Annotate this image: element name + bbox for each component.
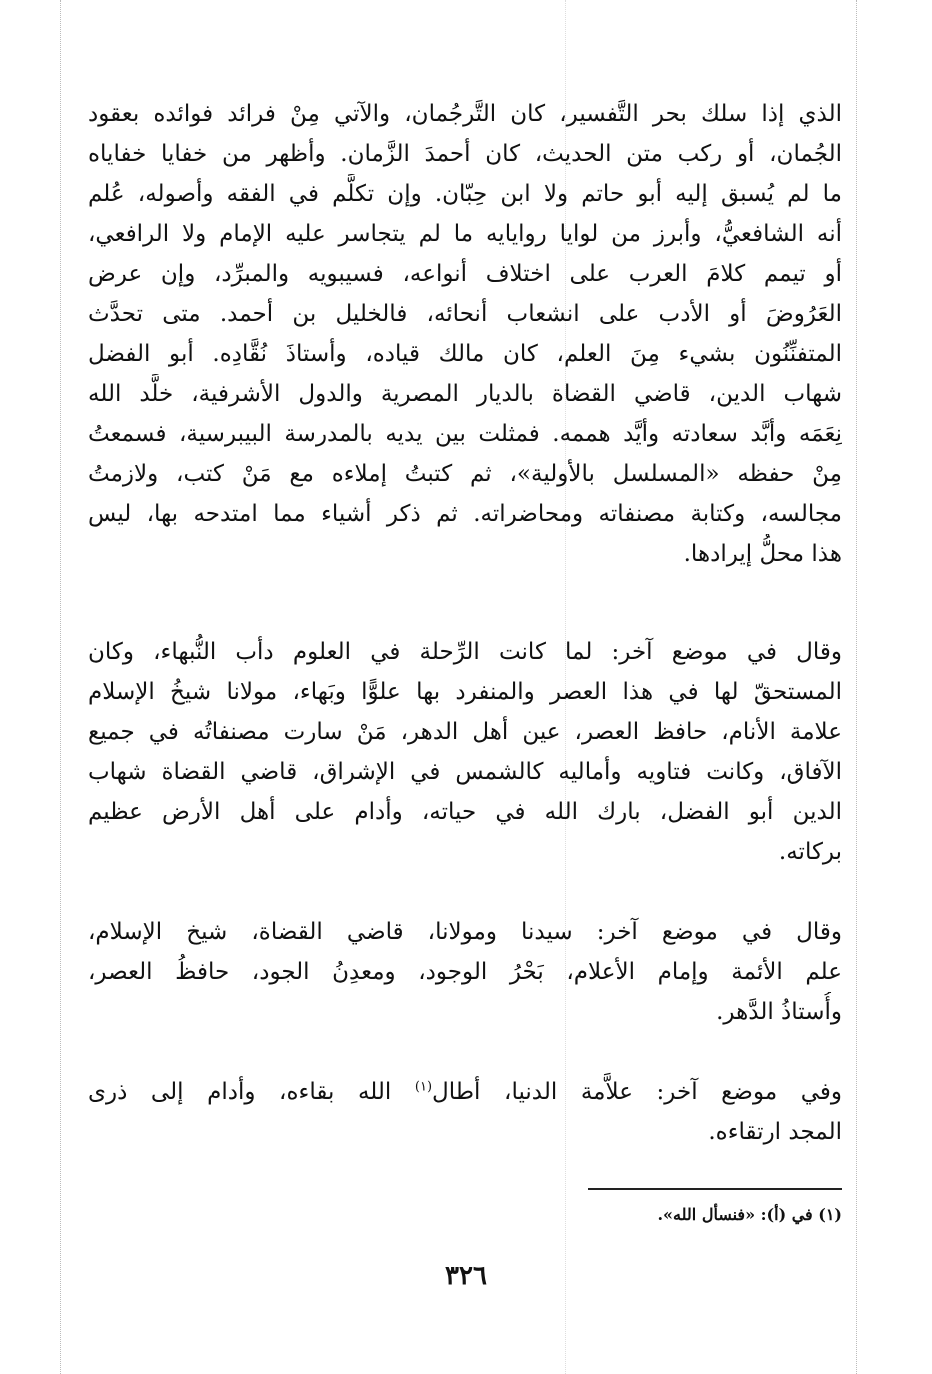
text-line: وقال في موضع آخر: سيدنا ومولانا، قاضي القضاة، شيخ الإسلام، [88,919,842,945]
text-segment: الله بقاءه، وأدام إلى ذرى [88,1079,415,1105]
text-line: أو تيمم كلامَ العرب على اختلاف أنواعه، فسيبويه والمبرِّد، وإن عرض [88,261,842,287]
text-line: وقال في موضع آخر: لما كانت الرِّحلة في العلوم دأب النُّبهاء، وكان [88,639,842,665]
text-line: الجُمان، أو ركب متن الحديث، كان أحمدَ الزَّمان. وأظهر من خفايا خفاياه [88,141,842,167]
paragraph-2 [88,632,842,872]
text-line [88,1072,842,1112]
footnote-marker[interactable]: (١) [414,1079,433,1095]
text-line: مِنْ حفظه «المسلسل بالأولية»، ثم كتبتُ إملاءه مع مَنْ كتب، ولازمتُ [88,461,842,487]
text-line: بركاته. [778,839,842,865]
footnote: (١) في (أ): «فنسأل الله». [657,1205,842,1224]
paragraph-3 [88,912,842,1032]
scan-margin-left [60,0,61,1374]
text-line: العَرُوضَ أو الأدب على انشعاب أنحائه، فالخليل بن أحمد. متى تحدَّث [88,301,842,327]
text-line: أنه الشافعيُّ، وأبرز من لوايا روايايه ما لم يتجاسر عليه الإمام ولا الرافعي، [88,221,842,247]
text-line: المستحقّ لها في هذا العصر والمنفرد بها علوًّا وبَهاء، مولانا شيخُ الإسلام [88,679,842,705]
text-line: المتفنِّنُون بشيء مِنَ العلم، كان مالك قياده، وأستاذَ نُقَّادِه. أبو الفضل [88,341,842,367]
paragraph-1 [88,94,842,574]
text-segment: وفي موضع آخر: علاَّمة الدنيا، أطال [432,1079,842,1105]
footnote-divider [588,1188,842,1190]
paragraph-4 [88,1072,842,1152]
text-line: المجد ارتقاءه. [708,1119,842,1145]
text-line: علامة الأنام، حافظ العصر، عين أهل الدهر، مَنْ سارت مصنفاتُه في جميع [88,719,842,745]
text-line: هذا محلُّ إيرادها. [683,541,842,567]
page-number: ٣٢٦ [445,1261,487,1291]
scan-margin-right [856,0,857,1374]
text-line: وأُستاذُ الدَّهر. [716,999,842,1025]
text-line: شهاب الدين، قاضي القضاة بالديار المصرية والدول الأشرفية، خلَّد الله [88,381,842,407]
text-line: علم الأئمة وإمام الأعلام، بَحْرُ الوجود، ومعدِنُ الجود، حافظُ العصر، [88,959,842,985]
text-line: الذي إذا سلك بحر التَّفسير، كان التَّرجُمان، والآتي مِنْ فرائد فوائده بعقود [88,101,842,127]
text-line: مجالسه، وكتابة مصنفاته ومحاضراته. ثم ذكر أشياء مما امتدحه بها، ليس [88,501,842,527]
text-line: الدين أبو الفضل، بارك الله في حياته، وأدام على أهل الأرض عظيم [88,799,842,825]
text-line: الآفاق، وكانت فتاويه وأماليه كالشمس في الإشراق، قاضي القضاة شهاب [88,759,842,785]
text-line: نِعَمَه وأبَّد سعادته وأيَّد هممه. فمثلت بين يديه بالمدرسة البيبرسية، فسمعتُ [88,421,842,447]
text-line: ما لم يُسبق إليه أبو حاتم ولا ابن حِبّان. وإن تكلَّم في الفقه وأصوله، عُلم [88,181,842,207]
